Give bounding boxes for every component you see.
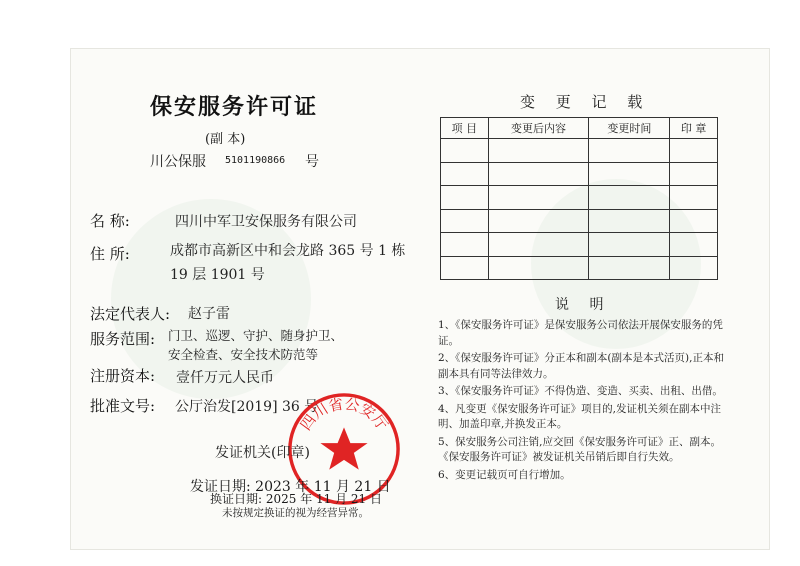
- note-item: 6、变更记载页可自行增加。: [438, 468, 571, 481]
- table-cell: [589, 256, 670, 280]
- table-cell: [589, 139, 670, 163]
- table-cell: [670, 139, 718, 163]
- table-row: [441, 233, 718, 257]
- table-cell: [441, 209, 489, 233]
- address-label: 住 所:: [90, 245, 130, 263]
- seal-star-icon: [320, 427, 367, 469]
- approval-value: 公厅治发[2019] 36 号: [175, 399, 319, 415]
- capital-label: 注册资本:: [90, 367, 156, 385]
- table-cell: [589, 162, 670, 186]
- issuer-label: 发证机关(印章): [215, 445, 310, 461]
- address-line1: 成都市高新区中和会龙路 365 号 1 栋: [170, 243, 406, 259]
- license-suffix: 号: [305, 154, 319, 170]
- table-cell: [441, 139, 489, 163]
- legal-rep-value: 赵子雷: [188, 306, 230, 322]
- table-cell: [589, 209, 670, 233]
- table-header-row: [441, 118, 718, 139]
- name-label: 名 称:: [90, 212, 130, 230]
- table-row: [441, 186, 718, 210]
- legal-rep-label: 法定代表人:: [90, 305, 171, 323]
- address-line2: 19 层 1901 号: [170, 267, 265, 283]
- table-cell: [488, 209, 589, 233]
- table-row: [441, 209, 718, 233]
- license-number: 5101190866: [225, 155, 286, 166]
- table-row: [441, 256, 718, 280]
- table-cell: [488, 186, 589, 210]
- table-cell: [670, 256, 718, 280]
- table-cell: [441, 233, 489, 257]
- seal-text: 四川省公安厅: [297, 395, 391, 434]
- table-cell: [670, 162, 718, 186]
- license-prefix: 川公保服: [150, 154, 206, 170]
- issue-date: 发证日期: 2023 年 11 月 21 日: [190, 479, 391, 495]
- change-record-title: 变 更 记 载: [520, 93, 651, 111]
- notes-list: [438, 318, 728, 485]
- header-change-time: 变更时间: [589, 118, 670, 139]
- table-cell: [670, 186, 718, 210]
- note-item: 3、《保安服务许可证》不得伪造、变造、买卖、出租、出借。: [438, 385, 723, 397]
- table-cell: [488, 256, 589, 280]
- name-value: 四川中军卫安保服务有限公司: [175, 214, 357, 230]
- header-item: 项 目: [441, 118, 489, 139]
- table-cell: [441, 162, 489, 186]
- renew-date: 换证日期: 2025 年 11 月 21 日: [210, 492, 383, 506]
- table-cell: [441, 186, 489, 210]
- table-row: [441, 139, 718, 163]
- table-cell: [589, 233, 670, 257]
- note-item: 5、保安服务公司注销,应交回《保安服务许可证》正、副本。《保安服务许可证》被发证机关吊销后即自行失效。: [438, 435, 722, 463]
- notes-title: 说 明: [555, 297, 612, 313]
- scope-line2: 安全检查、安全技术防范等: [168, 347, 319, 362]
- scope-label: 服务范围:: [90, 330, 156, 348]
- table-cell: [670, 233, 718, 257]
- table-cell: [488, 162, 589, 186]
- table-cell: [488, 233, 589, 257]
- certificate-title: 保安服务许可证: [150, 94, 319, 120]
- note-item: 2、《保安服务许可证》分正本和副本(副本是本式活页),正本和副本具有同等法律效力。: [438, 352, 724, 380]
- approval-label: 批准文号:: [90, 397, 156, 415]
- table-cell: [488, 139, 589, 163]
- table-cell: [589, 186, 670, 210]
- table-row: [441, 162, 718, 186]
- scope-line1: 门卫、巡逻、守护、随身护卫、: [168, 328, 344, 343]
- change-record-table: [440, 117, 718, 280]
- capital-value: 壹仟万元人民币: [176, 370, 274, 386]
- note-item: 1、《保安服务许可证》是保安服务公司依法开展保安服务的凭证。: [438, 319, 723, 347]
- copy-label: (副 本): [205, 132, 246, 147]
- header-seal: 印 章: [670, 118, 718, 139]
- note-item: 4、凡变更《保安服务许可证》项目的,发证机关须在副本中注明、加盖印章,并换发正本。: [438, 402, 722, 430]
- table-cell: [670, 209, 718, 233]
- table-cell: [441, 256, 489, 280]
- header-new-content: 变更后内容: [488, 118, 589, 139]
- renew-note: 未按规定换证的视为经营异常。: [222, 507, 369, 519]
